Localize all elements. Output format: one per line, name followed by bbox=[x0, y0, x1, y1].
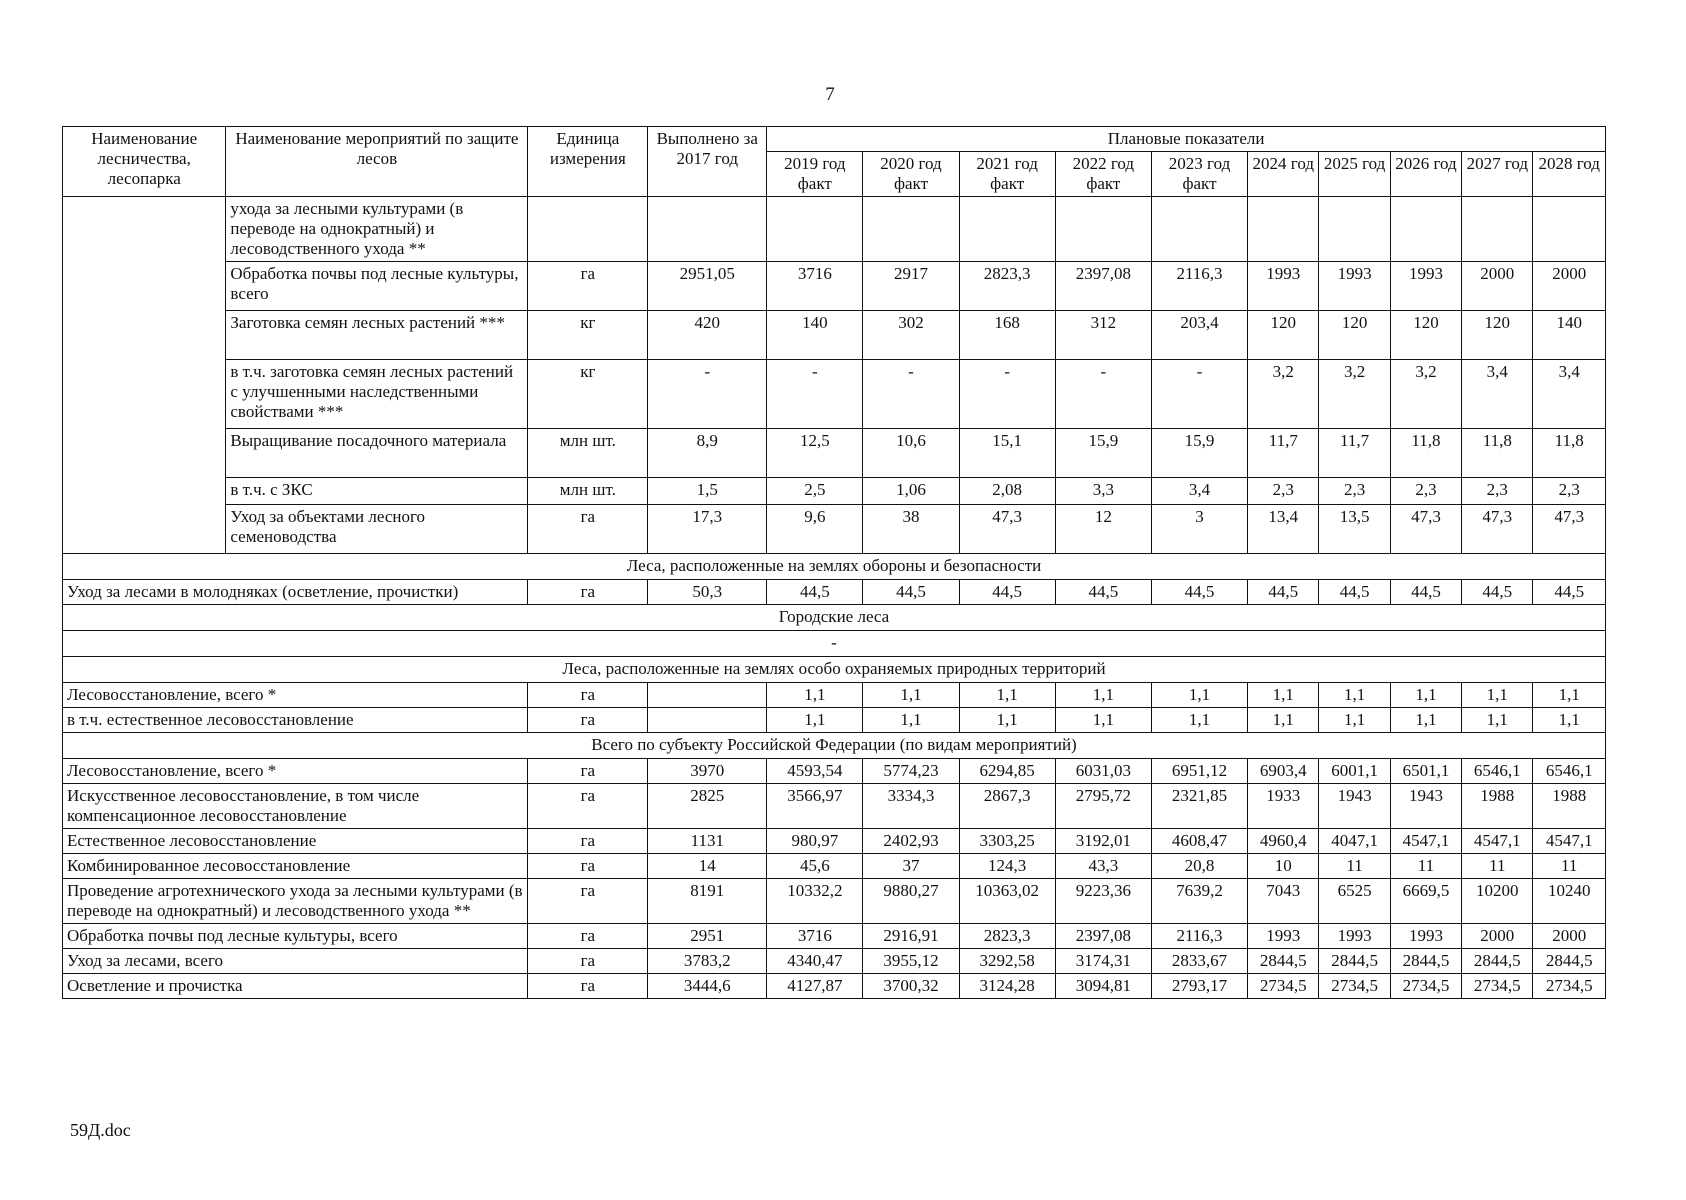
cell-value: 43,3 bbox=[1055, 854, 1151, 879]
cell-value: 1,1 bbox=[863, 708, 959, 733]
cell-value: 2734,5 bbox=[1248, 974, 1319, 999]
cell-value: 1943 bbox=[1319, 784, 1390, 829]
cell-measure: Обработка почвы под лесные культуры, всего bbox=[226, 262, 528, 311]
footer-file-name: 59Д.doc bbox=[70, 1120, 131, 1140]
cell-value: 4047,1 bbox=[1319, 829, 1390, 854]
cell-value: 2397,08 bbox=[1055, 924, 1151, 949]
cell-value: 1,1 bbox=[1319, 708, 1390, 733]
cell-value: 4340,47 bbox=[767, 949, 863, 974]
cell-unit: га bbox=[528, 759, 648, 784]
cell-value: 2116,3 bbox=[1151, 924, 1247, 949]
cell-value: 2823,3 bbox=[959, 924, 1055, 949]
cell-value: 1988 bbox=[1462, 784, 1533, 829]
cell-value: 2917 bbox=[863, 262, 959, 311]
cell-value: 11 bbox=[1533, 854, 1606, 879]
cell-done-2017: 17,3 bbox=[648, 505, 767, 554]
cell-unit: кг bbox=[528, 360, 648, 429]
cell-value: 6001,1 bbox=[1319, 759, 1390, 784]
cell-value: 2,08 bbox=[959, 478, 1055, 505]
cell-done-2017: 3970 bbox=[648, 759, 767, 784]
cell-value: 11,7 bbox=[1248, 429, 1319, 478]
cell-value bbox=[767, 197, 863, 262]
cell-measure: Проведение агротехнического ухода за лесными культурами (в переводе на однократный) и лесоводственного ухода ** bbox=[63, 879, 528, 924]
cell-unit: кг bbox=[528, 311, 648, 360]
cell-done-2017: 3783,2 bbox=[648, 949, 767, 974]
cell-value: 9,6 bbox=[767, 505, 863, 554]
cell-done-2017: 3444,6 bbox=[648, 974, 767, 999]
header-unit: Единица измерения bbox=[528, 127, 648, 197]
forest-measures-table bbox=[62, 126, 1606, 999]
cell-value: - bbox=[863, 360, 959, 429]
cell-value: 2793,17 bbox=[1151, 974, 1247, 999]
cell-value: 4547,1 bbox=[1390, 829, 1461, 854]
header-year: 2019 год факт bbox=[767, 152, 863, 197]
cell-value: 3,4 bbox=[1151, 478, 1247, 505]
cell-value: - bbox=[1151, 360, 1247, 429]
cell-done-2017 bbox=[648, 683, 767, 708]
cell-value: 3,2 bbox=[1248, 360, 1319, 429]
cell-value: 11 bbox=[1390, 854, 1461, 879]
header-year: 2023 год факт bbox=[1151, 152, 1247, 197]
cell-unit: га bbox=[528, 784, 648, 829]
cell-unit: га bbox=[528, 924, 648, 949]
cell-unit: га bbox=[528, 829, 648, 854]
table-row bbox=[63, 311, 1606, 360]
table-row bbox=[63, 974, 1606, 999]
cell-value: 1,1 bbox=[1462, 683, 1533, 708]
table-row bbox=[63, 924, 1606, 949]
cell-done-2017: 2825 bbox=[648, 784, 767, 829]
cell-done-2017: 420 bbox=[648, 311, 767, 360]
cell-done-2017: - bbox=[648, 360, 767, 429]
cell-measure: Комбинированное лесовосстановление bbox=[63, 854, 528, 879]
cell-value: 1993 bbox=[1319, 262, 1390, 311]
cell-value: 11,7 bbox=[1319, 429, 1390, 478]
header-year: 2025 год bbox=[1319, 152, 1390, 197]
cell-unit: млн шт. bbox=[528, 429, 648, 478]
cell-value: 1993 bbox=[1390, 924, 1461, 949]
cell-value: 44,5 bbox=[863, 580, 959, 605]
cell-value: 2734,5 bbox=[1533, 974, 1606, 999]
cell-value: 44,5 bbox=[1533, 580, 1606, 605]
cell-value: 10200 bbox=[1462, 879, 1533, 924]
cell-value: 2321,85 bbox=[1151, 784, 1247, 829]
table-body bbox=[63, 197, 1606, 999]
cell-value: 3,4 bbox=[1462, 360, 1533, 429]
cell-value: 15,1 bbox=[959, 429, 1055, 478]
cell-value: 2402,93 bbox=[863, 829, 959, 854]
section-title: Всего по субъекту Российской Федерации (по видам мероприятий) bbox=[63, 733, 1606, 759]
cell-value: 12,5 bbox=[767, 429, 863, 478]
cell-done-2017: 50,3 bbox=[648, 580, 767, 605]
cell-value: 5774,23 bbox=[863, 759, 959, 784]
cell-value: 44,5 bbox=[1462, 580, 1533, 605]
cell-value: 2844,5 bbox=[1319, 949, 1390, 974]
cell-value: 3716 bbox=[767, 262, 863, 311]
cell-value: 4127,87 bbox=[767, 974, 863, 999]
cell-value: 1,1 bbox=[1390, 683, 1461, 708]
cell-unit bbox=[528, 197, 648, 262]
cell-value: 20,8 bbox=[1151, 854, 1247, 879]
cell-measure: Выращивание посадочного материала bbox=[226, 429, 528, 478]
cell-value: 3,2 bbox=[1319, 360, 1390, 429]
cell-value: 4547,1 bbox=[1462, 829, 1533, 854]
cell-value: 1,1 bbox=[767, 683, 863, 708]
cell-value bbox=[1151, 197, 1247, 262]
cell-value: 47,3 bbox=[959, 505, 1055, 554]
cell-unit: га bbox=[528, 262, 648, 311]
cell-value: 1,1 bbox=[767, 708, 863, 733]
cell-value: 3955,12 bbox=[863, 949, 959, 974]
table-row bbox=[63, 505, 1606, 554]
cell-value: 10240 bbox=[1533, 879, 1606, 924]
cell-value: 6525 bbox=[1319, 879, 1390, 924]
cell-value: 44,5 bbox=[1390, 580, 1461, 605]
cell-done-2017: 8,9 bbox=[648, 429, 767, 478]
cell-measure: ухода за лесными культурами (в переводе на однократный) и лесоводственного ухода ** bbox=[226, 197, 528, 262]
cell-value: 47,3 bbox=[1462, 505, 1533, 554]
cell-value: 11,8 bbox=[1533, 429, 1606, 478]
cell-measure: Заготовка семян лесных растений *** bbox=[226, 311, 528, 360]
cell-value: - bbox=[767, 360, 863, 429]
header-year: 2021 год факт bbox=[959, 152, 1055, 197]
section-title: Леса, расположенные на землях особо охраняемых природных территорий bbox=[63, 657, 1606, 683]
cell-value: 11 bbox=[1319, 854, 1390, 879]
cell-measure: Уход за лесами в молодняках (осветление, прочистки) bbox=[63, 580, 528, 605]
section-title: Леса, расположенные на землях обороны и безопасности bbox=[63, 554, 1606, 580]
cell-value: 1,1 bbox=[1533, 683, 1606, 708]
table-row bbox=[63, 854, 1606, 879]
cell-value: 2397,08 bbox=[1055, 262, 1151, 311]
table-row bbox=[63, 262, 1606, 311]
cell-value: 4608,47 bbox=[1151, 829, 1247, 854]
cell-value: 44,5 bbox=[1248, 580, 1319, 605]
cell-value bbox=[1462, 197, 1533, 262]
table-row bbox=[63, 429, 1606, 478]
cell-value: 1,1 bbox=[1151, 708, 1247, 733]
cell-value: 2000 bbox=[1462, 262, 1533, 311]
cell-value: - bbox=[1055, 360, 1151, 429]
section-row bbox=[63, 605, 1606, 631]
header-year: 2026 год bbox=[1390, 152, 1461, 197]
cell-value: 168 bbox=[959, 311, 1055, 360]
cell-value: 140 bbox=[767, 311, 863, 360]
cell-value: 15,9 bbox=[1151, 429, 1247, 478]
empty-mark: - bbox=[63, 631, 1606, 657]
table-row bbox=[63, 759, 1606, 784]
cell-value: 1,1 bbox=[1055, 708, 1151, 733]
cell-value: 3334,3 bbox=[863, 784, 959, 829]
cell-value bbox=[1248, 197, 1319, 262]
cell-value: 4593,54 bbox=[767, 759, 863, 784]
cell-value: 6546,1 bbox=[1462, 759, 1533, 784]
header-plan: Плановые показатели bbox=[767, 127, 1606, 152]
cell-unit: млн шт. bbox=[528, 478, 648, 505]
cell-forestry bbox=[63, 197, 226, 554]
table-row bbox=[63, 580, 1606, 605]
cell-value: 1993 bbox=[1248, 262, 1319, 311]
table-row bbox=[63, 949, 1606, 974]
cell-value: 3174,31 bbox=[1055, 949, 1151, 974]
cell-measure: Искусственное лесовосстановление, в том числе компенсационное лесовосстановление bbox=[63, 784, 528, 829]
cell-value: 980,97 bbox=[767, 829, 863, 854]
cell-value: 44,5 bbox=[1151, 580, 1247, 605]
table-row bbox=[63, 360, 1606, 429]
header-measure: Наименование мероприятий по защите лесов bbox=[226, 127, 528, 197]
cell-value: 4547,1 bbox=[1533, 829, 1606, 854]
cell-value: 3716 bbox=[767, 924, 863, 949]
cell-measure: Уход за объектами лесного семеноводства bbox=[226, 505, 528, 554]
cell-value: 3292,58 bbox=[959, 949, 1055, 974]
cell-value: 1993 bbox=[1390, 262, 1461, 311]
cell-value: 3303,25 bbox=[959, 829, 1055, 854]
cell-value: 6951,12 bbox=[1151, 759, 1247, 784]
cell-value: 1993 bbox=[1319, 924, 1390, 949]
cell-value bbox=[1390, 197, 1461, 262]
cell-value bbox=[959, 197, 1055, 262]
cell-value: 2,3 bbox=[1390, 478, 1461, 505]
cell-measure: Лесовосстановление, всего * bbox=[63, 759, 528, 784]
cell-value: 2844,5 bbox=[1390, 949, 1461, 974]
cell-value: 11 bbox=[1462, 854, 1533, 879]
cell-value: 2823,3 bbox=[959, 262, 1055, 311]
header-done-2017: Выполнено за 2017 год bbox=[648, 127, 767, 197]
cell-value: 10332,2 bbox=[767, 879, 863, 924]
cell-value: 1,1 bbox=[1319, 683, 1390, 708]
cell-unit: га bbox=[528, 974, 648, 999]
cell-value: 44,5 bbox=[959, 580, 1055, 605]
cell-value: 2844,5 bbox=[1248, 949, 1319, 974]
cell-value: 1,1 bbox=[1390, 708, 1461, 733]
cell-value: 6669,5 bbox=[1390, 879, 1461, 924]
cell-value: 37 bbox=[863, 854, 959, 879]
header-year: 2022 год факт bbox=[1055, 152, 1151, 197]
cell-value: 38 bbox=[863, 505, 959, 554]
header-year: 2024 год bbox=[1248, 152, 1319, 197]
cell-value: 7043 bbox=[1248, 879, 1319, 924]
cell-done-2017: 14 bbox=[648, 854, 767, 879]
cell-value: 2867,3 bbox=[959, 784, 1055, 829]
cell-value: 1,1 bbox=[863, 683, 959, 708]
cell-unit: га bbox=[528, 854, 648, 879]
cell-value: 2844,5 bbox=[1533, 949, 1606, 974]
cell-value: 2734,5 bbox=[1390, 974, 1461, 999]
cell-value: 11,8 bbox=[1462, 429, 1533, 478]
cell-done-2017 bbox=[648, 708, 767, 733]
section-row bbox=[63, 657, 1606, 683]
cell-value: 44,5 bbox=[1055, 580, 1151, 605]
cell-value: 1,1 bbox=[959, 708, 1055, 733]
cell-value: 9223,36 bbox=[1055, 879, 1151, 924]
cell-unit: га bbox=[528, 708, 648, 733]
table-row bbox=[63, 478, 1606, 505]
cell-value: 1,1 bbox=[1248, 708, 1319, 733]
cell-value: 2000 bbox=[1533, 924, 1606, 949]
cell-measure: Уход за лесами, всего bbox=[63, 949, 528, 974]
cell-value: 1988 bbox=[1533, 784, 1606, 829]
cell-value: 120 bbox=[1248, 311, 1319, 360]
cell-value: 120 bbox=[1319, 311, 1390, 360]
cell-measure: в т.ч. естественное лесовосстановление bbox=[63, 708, 528, 733]
cell-value: 3124,28 bbox=[959, 974, 1055, 999]
cell-value: 3 bbox=[1151, 505, 1247, 554]
cell-value: 1943 bbox=[1390, 784, 1461, 829]
cell-measure: Осветление и прочистка bbox=[63, 974, 528, 999]
section-row bbox=[63, 554, 1606, 580]
cell-value: 7639,2 bbox=[1151, 879, 1247, 924]
cell-value: 2833,67 bbox=[1151, 949, 1247, 974]
cell-value: 1,1 bbox=[1151, 683, 1247, 708]
cell-unit: га bbox=[528, 580, 648, 605]
cell-value: 12 bbox=[1055, 505, 1151, 554]
cell-value: 13,5 bbox=[1319, 505, 1390, 554]
empty-row bbox=[63, 631, 1606, 657]
cell-value: 2000 bbox=[1462, 924, 1533, 949]
cell-value: 44,5 bbox=[1319, 580, 1390, 605]
header-year: 2020 год факт bbox=[863, 152, 959, 197]
table-row bbox=[63, 829, 1606, 854]
cell-value: 6501,1 bbox=[1390, 759, 1461, 784]
cell-value: 2,3 bbox=[1248, 478, 1319, 505]
table-row bbox=[63, 197, 1606, 262]
cell-value: 47,3 bbox=[1533, 505, 1606, 554]
cell-value: 1,1 bbox=[1248, 683, 1319, 708]
cell-value: 4960,4 bbox=[1248, 829, 1319, 854]
cell-value: 140 bbox=[1533, 311, 1606, 360]
page-number: 7 bbox=[825, 84, 835, 105]
cell-value: 2,3 bbox=[1462, 478, 1533, 505]
cell-value: 9880,27 bbox=[863, 879, 959, 924]
cell-value: 2,3 bbox=[1533, 478, 1606, 505]
cell-value bbox=[863, 197, 959, 262]
cell-value bbox=[1055, 197, 1151, 262]
cell-value: 2,5 bbox=[767, 478, 863, 505]
header-year: 2027 год bbox=[1462, 152, 1533, 197]
cell-value: 11,8 bbox=[1390, 429, 1461, 478]
cell-value: 3192,01 bbox=[1055, 829, 1151, 854]
cell-value: 6031,03 bbox=[1055, 759, 1151, 784]
cell-value: 120 bbox=[1390, 311, 1461, 360]
cell-done-2017: 1131 bbox=[648, 829, 767, 854]
cell-value bbox=[1533, 197, 1606, 262]
cell-measure: Естественное лесовосстановление bbox=[63, 829, 528, 854]
cell-measure: Лесовосстановление, всего * bbox=[63, 683, 528, 708]
cell-value: 44,5 bbox=[767, 580, 863, 605]
cell-value: 15,9 bbox=[1055, 429, 1151, 478]
cell-value: 203,4 bbox=[1151, 311, 1247, 360]
cell-value: 2734,5 bbox=[1319, 974, 1390, 999]
cell-value: 10 bbox=[1248, 854, 1319, 879]
table-header bbox=[63, 127, 1606, 197]
cell-value: 2844,5 bbox=[1462, 949, 1533, 974]
section-row bbox=[63, 733, 1606, 759]
cell-value: 1,1 bbox=[959, 683, 1055, 708]
cell-value: 3,2 bbox=[1390, 360, 1461, 429]
cell-value: 120 bbox=[1462, 311, 1533, 360]
cell-measure: Обработка почвы под лесные культуры, всего bbox=[63, 924, 528, 949]
cell-value: 1,06 bbox=[863, 478, 959, 505]
cell-value: 1,1 bbox=[1055, 683, 1151, 708]
cell-value: 3700,32 bbox=[863, 974, 959, 999]
cell-done-2017: 2951 bbox=[648, 924, 767, 949]
cell-measure: в т.ч. заготовка семян лесных растений с улучшенными наследственными свойствами *** bbox=[226, 360, 528, 429]
cell-value: 45,6 bbox=[767, 854, 863, 879]
table-row bbox=[63, 784, 1606, 829]
cell-value: 6294,85 bbox=[959, 759, 1055, 784]
cell-value: 1,1 bbox=[1533, 708, 1606, 733]
cell-done-2017: 2951,05 bbox=[648, 262, 767, 311]
cell-done-2017: 8191 bbox=[648, 879, 767, 924]
cell-value: 312 bbox=[1055, 311, 1151, 360]
cell-unit: га bbox=[528, 505, 648, 554]
cell-value: 3566,97 bbox=[767, 784, 863, 829]
cell-value: 3094,81 bbox=[1055, 974, 1151, 999]
cell-value: 302 bbox=[863, 311, 959, 360]
cell-value: 1,1 bbox=[1462, 708, 1533, 733]
table-row bbox=[63, 708, 1606, 733]
cell-value: 6546,1 bbox=[1533, 759, 1606, 784]
cell-unit: га bbox=[528, 949, 648, 974]
header-year: 2028 год bbox=[1533, 152, 1606, 197]
cell-value: 2116,3 bbox=[1151, 262, 1247, 311]
cell-unit: га bbox=[528, 683, 648, 708]
cell-done-2017 bbox=[648, 197, 767, 262]
cell-value: 2734,5 bbox=[1462, 974, 1533, 999]
cell-value: - bbox=[959, 360, 1055, 429]
cell-value: 13,4 bbox=[1248, 505, 1319, 554]
cell-value: 124,3 bbox=[959, 854, 1055, 879]
cell-value: 47,3 bbox=[1390, 505, 1461, 554]
section-title: Городские леса bbox=[63, 605, 1606, 631]
header-forestry: Наименование лесничества, лесопарка bbox=[63, 127, 226, 197]
cell-value: 2795,72 bbox=[1055, 784, 1151, 829]
cell-value: 1993 bbox=[1248, 924, 1319, 949]
cell-value: 10363,02 bbox=[959, 879, 1055, 924]
cell-measure: в т.ч. с ЗКС bbox=[226, 478, 528, 505]
cell-value: 6903,4 bbox=[1248, 759, 1319, 784]
cell-value: 2916,91 bbox=[863, 924, 959, 949]
cell-value: 2,3 bbox=[1319, 478, 1390, 505]
cell-value: 3,4 bbox=[1533, 360, 1606, 429]
cell-value: 1933 bbox=[1248, 784, 1319, 829]
cell-unit: га bbox=[528, 879, 648, 924]
cell-value bbox=[1319, 197, 1390, 262]
cell-value: 10,6 bbox=[863, 429, 959, 478]
cell-value: 2000 bbox=[1533, 262, 1606, 311]
cell-done-2017: 1,5 bbox=[648, 478, 767, 505]
table-row bbox=[63, 683, 1606, 708]
table-row bbox=[63, 879, 1606, 924]
cell-value: 3,3 bbox=[1055, 478, 1151, 505]
